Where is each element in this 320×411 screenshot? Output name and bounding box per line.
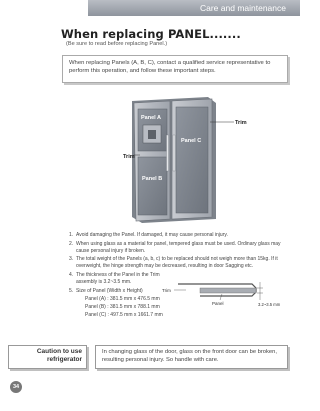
caution-label: Caution to use refrigerator [8,345,87,369]
instruction-text: Avoid damaging the Panel. If damaged, it may cause personal injury. [76,232,228,238]
header-bar [88,0,300,16]
panel-size-b: Panel (B) : 381.5 mm x 788.1 mm [85,304,160,311]
instruction-item: 4. The thickness of the Panel in the Trim assembly is 3.2~3.5 mm. [69,271,160,286]
detail-thickness-label: 3.2~3.5 mm [258,302,281,307]
instruction-item: 1. Avoid damaging the Panel. If damaged, it may cause personal injury. [69,232,228,238]
left-handle [167,135,169,171]
caution-box [95,345,288,369]
panel-b-label: Panel B [142,176,163,182]
refrigerator-illustration [120,95,280,225]
notice-box [62,55,288,83]
instruction-text: When using glass as a material for panel, tempered glass must be used. Ordinary glass may cause personal injury if broken. [76,240,281,254]
detail-trim-label: Trim [162,288,171,293]
right-handle [173,135,175,171]
trim-right-label: Trim [235,120,247,126]
panel-profile [200,288,256,293]
panel-a-label: Panel A [141,115,161,121]
section-subtitle: (Be sure to read before replacing Panel.) [66,41,168,47]
caution-text: In changing glass of the door, glass on the front door can be broken, resulting personal injury. So handle with care. [102,349,277,363]
panel-c-label: Panel C [181,138,202,144]
header-title: Care and maintenance [199,3,286,13]
instruction-item: 5. Size of Panel (Width x Height) [69,287,143,294]
instruction-item: 2. When using glass as a material for panel, tempered glass must be used. Ordinary glass may cause personal injury if broken. [69,240,281,254]
page-number: 34 [10,381,22,393]
instruction-text: The thickness of the Panel in the Trim assembly is 3.2~3.5 mm. [76,271,160,286]
panel-size-a: Panel (A) : 381.5 mm x 476.5 mm [85,296,160,303]
panel-b-shape [138,157,167,215]
instruction-text: The total weight of the Panels (a, b, c) to be replaced should not weigh more than 15kg. If it overweight, the hinge strength may be decreased, resulting in door Sagging etc. [76,256,278,270]
instruction-text: Size of Panel (Width x Height) [76,287,143,294]
panel-size-c: Panel (C) : 497.5 mm x 1661.7 mm [85,312,163,319]
instruction-item: 3. The total weight of the Panels (a, b, c) to be replaced should not weigh more than 15kg. If it overweight, the hinge strength may be decreased, resulting in door Sagging etc. [69,256,278,270]
detail-panel-label: Panel [212,301,224,306]
section-title: When replacing PANEL....... [61,27,241,41]
dispenser-outlet [148,130,156,139]
panel-leader [220,294,222,300]
trim-left-label: Trim [123,154,135,160]
panel-c-shape [176,107,208,213]
trim-cross-section-diagram [160,278,286,308]
notice-text: When replacing Panels (A, B, C), contact a qualified service representative to perform this operation, and follow these important steps. [69,60,271,74]
